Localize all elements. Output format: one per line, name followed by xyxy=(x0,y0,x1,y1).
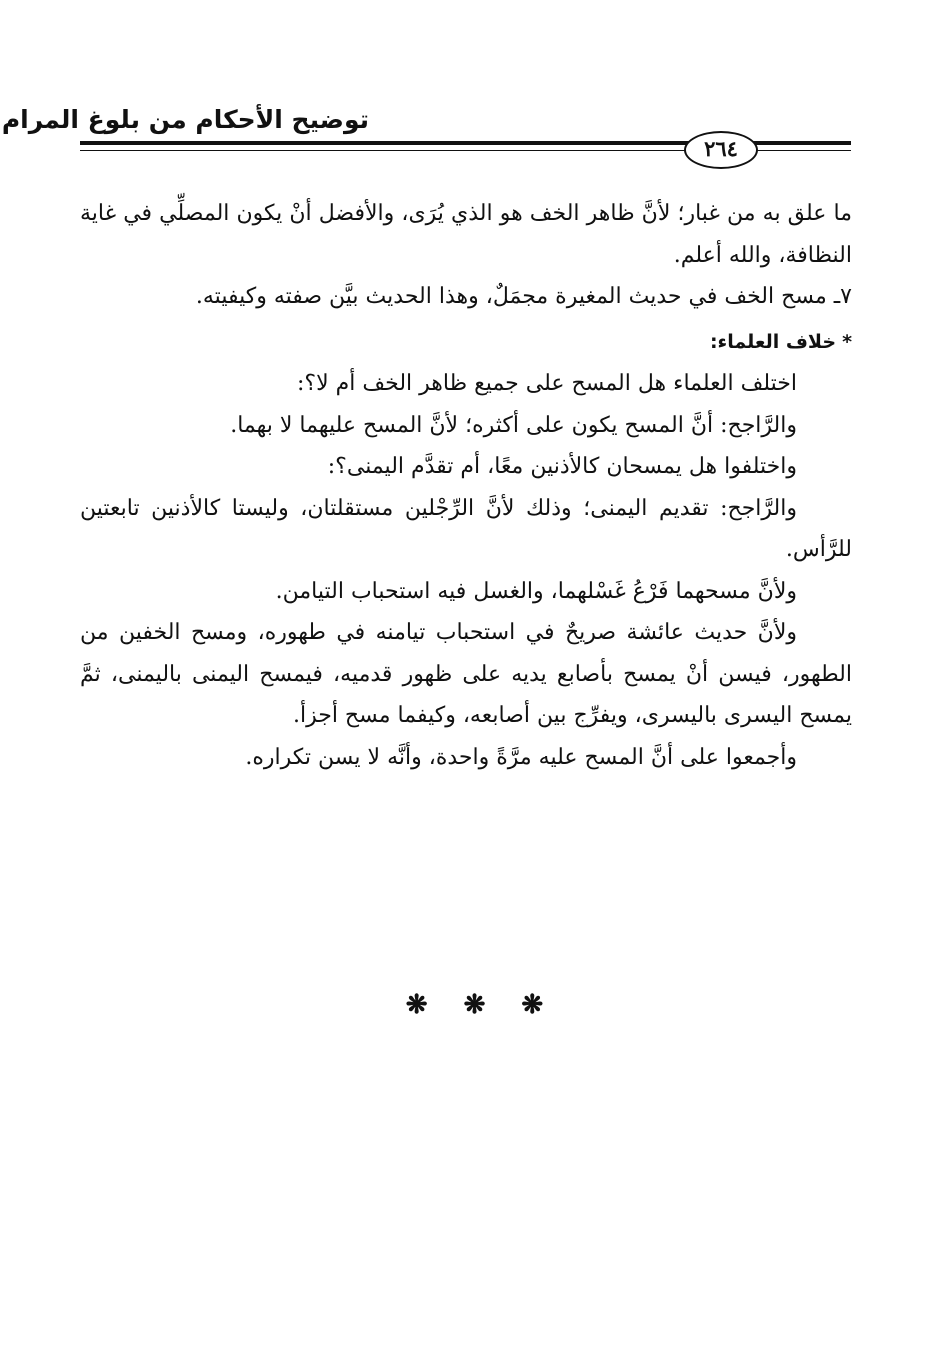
paragraph-continuation: ما علق به من غبار؛ لأنَّ ظاهر الخف هو الذي يُرَى، والأفضل أنْ يكون المصلِّي في غاية النظافة، والله أعلم. xyxy=(80,201,852,268)
paragraph-question-1: اختلف العلماء هل المسح على جميع ظاهر الخف أم لا؟: xyxy=(297,371,797,396)
ornament-star-icon: ❋ xyxy=(463,990,486,1020)
paragraph-consensus: وأجمعوا على أنَّ المسح عليه مرَّةً واحدة، وأنَّه لا يسن تكراره. xyxy=(245,744,797,770)
section-heading xyxy=(80,322,852,364)
paragraph-reason-1: ولأنَّ مسحهما فَرْعُ غَسْلهما، والغسل فيه استحباب التيامن. xyxy=(275,578,797,604)
heading-star-icon: * xyxy=(842,330,852,353)
section-end-ornament xyxy=(0,990,949,1020)
paragraph-point-7: ٧ـ مسح الخف في حديث المغيرة مجمَلٌ، وهذا الحديث بيَّن صفته وكيفيته. xyxy=(195,284,852,309)
paragraph-answer-1: والرَّاجح: أنَّ المسح يكون على أكثره؛ لأنَّ المسح عليهما لا بهما. xyxy=(230,412,797,438)
paragraph-question-2: واختلفوا هل يمسحان كالأذنين معًا، أم تقدَّم اليمنى؟: xyxy=(327,454,797,479)
ornament-star-icon: ❋ xyxy=(521,990,544,1020)
page-body xyxy=(80,193,852,778)
ornament-star-icon: ❋ xyxy=(405,990,428,1020)
paragraph-answer-2: والرَّاجح: تقديم اليمنى؛ وذلك لأنَّ الرِّجْلين مستقلتان، وليستا كالأذنين تابعتين للرَّأس. xyxy=(80,495,852,562)
paragraph-reason-2: ولأنَّ حديث عائشة صريحٌ في استحباب تيامنه في طهوره، ومسح الخفين من الطهور، فيسن أنْ يمسح بأصابع يديه على ظهور قدميه، فيمسح اليمنى باليمنى، ثمَّ يمسح اليسرى باليسرى، ويفرِّج بين أصابعه، وكيفما مسح أجزأ. xyxy=(80,620,852,728)
page-number: ٢٦٤ xyxy=(684,131,758,169)
running-title: توضيح الأحكام من بلوغ المرام xyxy=(1,105,369,134)
section-heading-text: خلاف العلماء: xyxy=(709,330,837,353)
